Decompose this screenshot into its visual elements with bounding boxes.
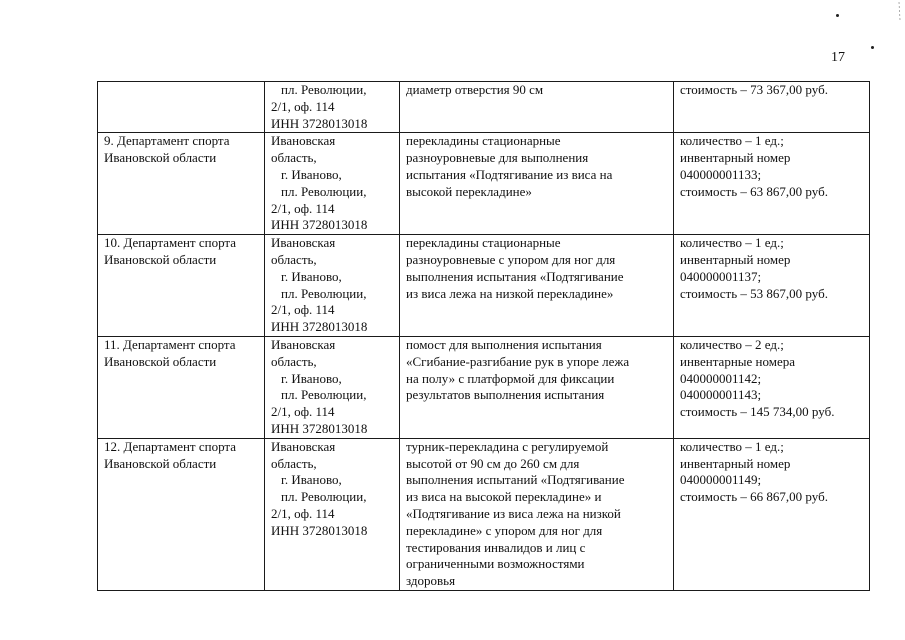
description-cell xyxy=(400,235,674,337)
organization-line: Ивановской области xyxy=(104,251,217,267)
description-line: высотой от 90 см до 260 см для xyxy=(406,455,580,471)
table-row xyxy=(98,133,870,235)
details-line: инвентарный номер xyxy=(680,251,791,267)
description-line: разноуровневые с упором для ног для xyxy=(406,251,616,267)
address-line: область, xyxy=(271,455,317,471)
description-line: испытания «Подтягивание из виса на xyxy=(406,166,613,182)
address-cell xyxy=(265,133,400,235)
address-line: Ивановская xyxy=(271,438,336,454)
description-cell xyxy=(400,336,674,438)
organization-line: 11. Департамент спорта xyxy=(104,336,236,352)
description-line: результатов выполнения испытания xyxy=(406,387,605,403)
scan-edge-mark xyxy=(898,2,902,20)
table-row xyxy=(98,438,870,590)
description-line: помост для выполнения испытания xyxy=(406,336,602,352)
organization-line: 10. Департамент спорта xyxy=(104,235,237,251)
organization-cell xyxy=(98,82,265,133)
details-line: стоимость – 66 867,00 руб. xyxy=(680,489,828,505)
organization-line: 12. Департамент спорта xyxy=(104,438,237,454)
details-line: количество – 1 ед.; xyxy=(680,235,784,251)
description-line: перекладины стационарные xyxy=(406,133,561,149)
description-cell xyxy=(400,438,674,590)
address-line: ИНН 3728013018 xyxy=(271,522,368,538)
details-line: инвентарный номер xyxy=(680,455,791,471)
details-line: 040000001142; xyxy=(680,370,762,386)
description-line: здоровья xyxy=(406,573,456,589)
details-line: количество – 1 ед.; xyxy=(680,133,784,149)
description-cell xyxy=(400,133,674,235)
organization-line: Ивановской области xyxy=(104,353,217,369)
details-line: количество – 2 ед.; xyxy=(680,336,784,352)
address-cell xyxy=(265,235,400,337)
description-line: «Сгибание-разгибание рук в упоре лежа xyxy=(406,353,630,369)
address-line: г. Иваново, xyxy=(281,370,342,386)
address-line: ИНН 3728013018 xyxy=(271,420,368,436)
page-number: 17 xyxy=(831,50,845,65)
address-line: г. Иваново, xyxy=(281,268,342,284)
description-line: диаметр отверстия 90 см xyxy=(406,82,544,97)
description-line: «Подтягивание из виса лежа на низкой xyxy=(406,505,621,521)
address-line: 2/1, оф. 114 xyxy=(271,200,335,216)
address-line: 2/1, оф. 114 xyxy=(271,404,335,420)
details-line: стоимость – 53 867,00 руб. xyxy=(680,285,828,301)
description-line: выполнения испытания «Подтягивание xyxy=(406,268,624,284)
organization-line: 9. Департамент спорта xyxy=(104,133,230,149)
address-line: пл. Революции, xyxy=(281,387,367,403)
organization-cell xyxy=(98,235,265,337)
address-line: пл. Революции, xyxy=(281,183,367,199)
address-line: 2/1, оф. 114 xyxy=(271,505,335,521)
details-line: количество – 1 ед.; xyxy=(680,438,784,454)
details-line: 040000001143; xyxy=(680,387,762,403)
address-line: Ивановская xyxy=(271,336,336,352)
address-cell xyxy=(265,438,400,590)
description-line: перекладины стационарные xyxy=(406,235,561,251)
address-line: 2/1, оф. 114 xyxy=(271,302,335,318)
organization-line: Ивановской области xyxy=(104,150,217,166)
address-line: пл. Революции, xyxy=(281,489,367,505)
table-row xyxy=(98,82,870,133)
description-line: из виса лежа на низкой перекладине» xyxy=(406,285,614,301)
description-line: выполнения испытаний «Подтягивание xyxy=(406,472,625,488)
address-line: г. Иваново, xyxy=(281,472,342,488)
address-line: область, xyxy=(271,251,317,267)
organization-cell xyxy=(98,438,265,590)
organization-line: Ивановской области xyxy=(104,455,217,471)
address-cell xyxy=(265,82,400,133)
address-line: область, xyxy=(271,353,317,369)
address-line: область, xyxy=(271,150,317,166)
description-line: турник-перекладина с регулируемой xyxy=(406,438,609,454)
organization-cell xyxy=(98,133,265,235)
address-line: ИНН 3728013018 xyxy=(271,115,368,131)
address-line: г. Иваново, xyxy=(281,166,342,182)
address-line: пл. Революции, xyxy=(281,285,367,301)
details-cell xyxy=(674,82,870,133)
details-cell xyxy=(674,235,870,337)
details-line: стоимость – 63 867,00 руб. xyxy=(680,183,828,199)
details-line: 040000001137; xyxy=(680,268,762,284)
table-row xyxy=(98,235,870,337)
address-line: 2/1, оф. 114 xyxy=(271,98,335,114)
address-line: Ивановская xyxy=(271,133,336,149)
description-line: высокой перекладине» xyxy=(406,183,532,199)
address-line: Ивановская xyxy=(271,235,336,251)
description-line: перекладине» с упором для ног для xyxy=(406,522,603,538)
details-line: стоимость – 145 734,00 руб. xyxy=(680,404,835,420)
equipment-table xyxy=(97,81,870,591)
details-line: стоимость – 73 367,00 руб. xyxy=(680,82,828,97)
details-line: инвентарный номер xyxy=(680,150,791,166)
address-line: пл. Революции, xyxy=(281,82,367,97)
details-cell xyxy=(674,133,870,235)
address-line: ИНН 3728013018 xyxy=(271,217,368,233)
description-line: ограниченными возможностями xyxy=(406,556,585,572)
table-row xyxy=(98,336,870,438)
scan-speck xyxy=(871,46,874,49)
details-line: 040000001149; xyxy=(680,472,762,488)
address-line: ИНН 3728013018 xyxy=(271,319,368,335)
description-line: на полу» с платформой для фиксации xyxy=(406,370,615,386)
organization-cell xyxy=(98,336,265,438)
address-cell xyxy=(265,336,400,438)
details-line: инвентарные номера xyxy=(680,353,796,369)
details-line: 040000001133; xyxy=(680,166,762,182)
description-line: разноуровневые для выполнения xyxy=(406,150,589,166)
details-cell xyxy=(674,336,870,438)
description-cell xyxy=(400,82,674,133)
scan-speck xyxy=(836,14,839,17)
details-cell xyxy=(674,438,870,590)
description-line: из виса на высокой перекладине» и xyxy=(406,489,602,505)
description-line: тестирования инвалидов и лиц с xyxy=(406,539,586,555)
